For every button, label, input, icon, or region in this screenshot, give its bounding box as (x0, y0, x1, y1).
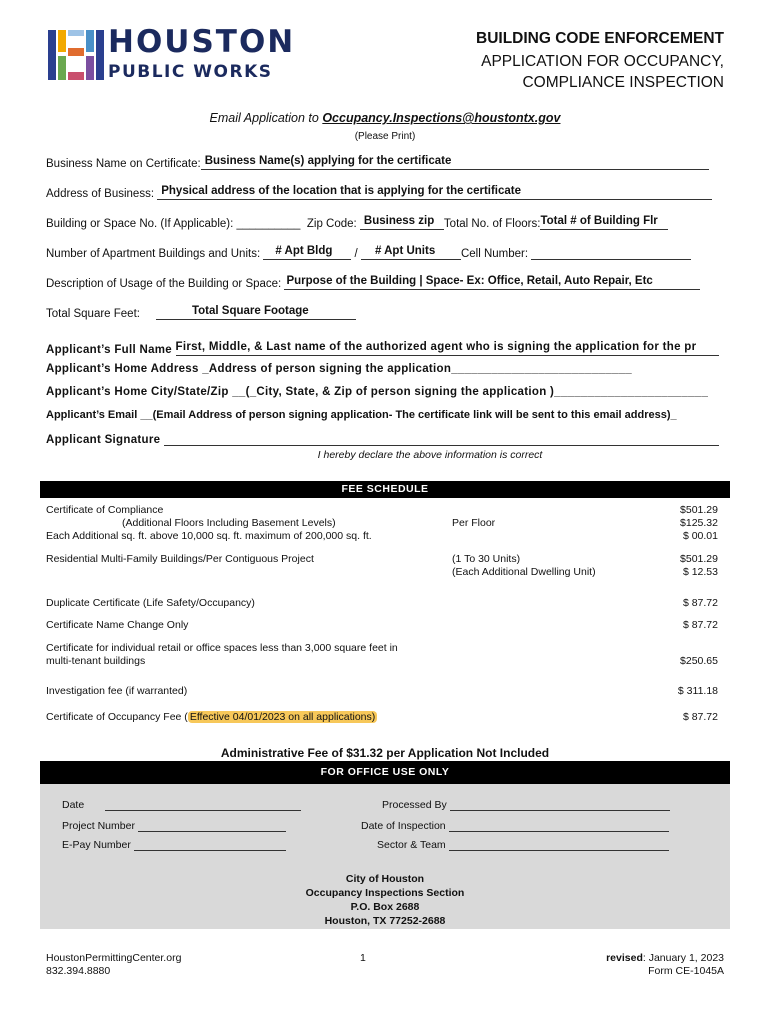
floors-field[interactable] (540, 215, 668, 230)
fee-desc-floors: (Additional Floors Including Basement Levels) (122, 517, 336, 529)
office-project-label: Project Number (62, 820, 135, 832)
fee-amt-multifamily: $501.29 (680, 553, 718, 565)
space-label: Building or Space No. (If Applicable): (46, 218, 234, 230)
logo-word-houston: HOUSTON (108, 24, 296, 60)
business-name-label: Business Name on Certificate: (46, 158, 201, 170)
declaration-text: I hereby declare the above information is correct (317, 449, 543, 461)
row-full-name (46, 341, 719, 356)
fee-occupancy-highlight: Effective 04/01/2023 on all applications) (189, 711, 376, 723)
fee-desc-duplicate: Duplicate Certificate (Life Safety/Occupancy) (46, 597, 255, 609)
sqft-value: Total Square Footage (191, 305, 309, 317)
row-email (46, 409, 677, 421)
fee-amt-dwelling: $ 12.53 (682, 566, 718, 578)
cell-field[interactable] (531, 245, 691, 260)
business-name-value: Business Name(s) applying for the certificate (204, 155, 452, 167)
subtitle-line-2: COMPLIANCE INSPECTION (522, 74, 724, 91)
space-field[interactable]: __________ (236, 218, 301, 230)
row-square-feet (46, 305, 356, 320)
office-processed-label: Processed By (382, 799, 447, 811)
office-epay-row (62, 839, 286, 851)
city-label: Applicant’s Home City/State/Zip (46, 386, 229, 398)
fee-amt-sqft: $ 00.01 (682, 530, 718, 542)
office-date-label: Date (62, 799, 85, 811)
address-field[interactable] (157, 185, 712, 200)
sqft-field[interactable] (156, 305, 356, 320)
document-subtitle (384, 51, 724, 93)
office-sector-field[interactable] (449, 840, 669, 851)
office-date-field[interactable] (105, 800, 301, 811)
home-label: Applicant’s Home Address (46, 363, 199, 375)
fee-desc-retail-1: Certificate for individual retail or office spaces less than 3,000 square feet in (46, 642, 398, 654)
fee-amt-floors: $125.32 (680, 517, 718, 529)
fee-desc-occupancy (46, 711, 377, 723)
fee-desc-multifamily: Residential Multi-Family Buildings/Per Contiguous Project (46, 553, 314, 565)
address-value: Physical address of the location that is applying for the certificate (161, 185, 522, 197)
office-project-row (62, 820, 286, 832)
footer-phone: 832.394.8880 (46, 965, 111, 977)
zip-field[interactable] (360, 215, 444, 230)
email-prefix: Email Application to (209, 111, 323, 125)
fee-desc-investigation: Investigation fee (if warranted) (46, 685, 188, 697)
usage-field[interactable] (284, 275, 700, 290)
floors-label: Total No. of Floors: (443, 218, 541, 230)
usage-label: Description of Usage of the Building or Space: (46, 278, 282, 290)
revised-label: revised (606, 952, 643, 964)
footer-website[interactable]: HoustonPermittingCenter.org (46, 952, 182, 964)
zip-value: Business zip (363, 215, 435, 227)
office-processed-row (382, 799, 670, 811)
office-sector-label: Sector & Team (377, 839, 446, 851)
home-value[interactable]: _Address of person signing the application___________________________ (202, 363, 632, 375)
row-space-zip-floors (46, 215, 668, 230)
fee-desc-name-change: Certificate Name Change Only (46, 619, 189, 631)
fee-amt-investigation: $ 311.18 (677, 685, 718, 697)
fee-amt-duplicate: $ 87.72 (682, 597, 718, 609)
apt-slash: / (354, 248, 358, 260)
office-inspection-field[interactable] (449, 821, 669, 832)
fee-desc-retail-2: multi-tenant buildings (46, 655, 146, 667)
signature-label: Applicant Signature (46, 434, 161, 446)
sqft-label: Total Square Feet: (46, 308, 140, 320)
address-label: Address of Business: (46, 188, 155, 200)
page-number: 1 (360, 952, 366, 964)
footer-left (46, 952, 181, 978)
fee-desc-sqft: Each Additional sq. ft. above 10,000 sq. ft. maximum of 200,000 sq. ft. (46, 530, 372, 542)
address-line-1: City of Houston (345, 873, 425, 885)
mailing-address (0, 872, 770, 928)
business-name-field[interactable] (201, 155, 709, 170)
cell-label: Cell Number: (460, 248, 529, 260)
row-city-state-zip (46, 386, 708, 398)
fee-amt-occupancy: $ 87.72 (682, 711, 718, 723)
footer-revised (606, 952, 724, 965)
zip-label: Zip Code: (306, 218, 357, 230)
fee-schedule-header: FEE SCHEDULE (40, 481, 730, 498)
email-link[interactable]: Occupancy.Inspections@houstontx.gov (322, 111, 561, 125)
office-inspection-label: Date of Inspection (361, 820, 446, 832)
revised-date: : January 1, 2023 (642, 952, 724, 964)
document-title: BUILDING CODE ENFORCEMENT (476, 30, 724, 47)
signature-field[interactable] (164, 433, 719, 446)
fee-mid-floors: Per Floor (452, 517, 496, 529)
administrative-fee-note: Administrative Fee of $31.32 per Application Not Included (220, 746, 550, 760)
fee-amt-name-change: $ 87.72 (682, 619, 718, 631)
email-instruction (0, 111, 770, 125)
office-use-header: FOR OFFICE USE ONLY (40, 761, 730, 784)
fullname-field[interactable] (176, 341, 719, 356)
address-line-4: Houston, TX 77252-2688 (324, 915, 446, 927)
footer-form-number: Form CE-1045A (648, 965, 724, 977)
fee-amt-retail: $250.65 (680, 655, 718, 667)
footer-right (606, 952, 724, 978)
row-address (46, 185, 712, 200)
row-business-name (46, 155, 709, 170)
office-date-row (62, 799, 301, 811)
email-value[interactable]: __(Email Address of person signing application- The certificate link will be sent to this email address)_ (140, 409, 677, 421)
apt-label: Number of Apartment Buildings and Units: (46, 248, 261, 260)
fullname-value: First, Middle, & Last name of the authorized agent who is signing the application for the pr (175, 341, 697, 353)
fee-mid-dwelling: (Each Additional Dwelling Unit) (452, 566, 596, 578)
office-sector-row (377, 839, 669, 851)
city-value[interactable]: __(_City, State, & Zip of person signing the application )_______________________ (232, 386, 709, 398)
apt-units-value: # Apt Units (374, 245, 436, 257)
fee-desc-compliance: Certificate of Compliance (46, 504, 164, 516)
row-usage (46, 275, 700, 290)
fullname-label: Applicant’s Full Name (46, 344, 173, 356)
row-apartments-cell (46, 245, 691, 260)
address-line-3: P.O. Box 2688 (350, 901, 420, 913)
office-inspection-row (361, 820, 669, 832)
floors-value: Total # of Building Flr (540, 215, 658, 227)
usage-value: Purpose of the Building | Space- Ex: Office, Retail, Auto Repair, Etc (286, 275, 653, 287)
address-line-2: Occupancy Inspections Section (305, 887, 465, 899)
fee-amt-compliance: $501.29 (680, 504, 718, 516)
apt-units-field[interactable] (361, 245, 461, 260)
logo-mark-icon (48, 26, 104, 84)
row-signature (46, 433, 719, 446)
fee-occupancy-label: Certificate of Occupancy Fee ( (46, 711, 188, 723)
office-epay-field[interactable] (134, 840, 286, 851)
logo-word-public-works: PUBLIC WORKS (108, 62, 273, 82)
office-processed-field[interactable] (450, 800, 670, 811)
subtitle-line-1: APPLICATION FOR OCCUPANCY, (481, 53, 724, 70)
please-print: (Please Print) (354, 131, 416, 142)
office-project-field[interactable] (138, 821, 286, 832)
office-epay-label: E-Pay Number (62, 839, 131, 851)
row-home-address (46, 363, 632, 375)
fee-mid-units: (1 To 30 Units) (452, 553, 521, 565)
apt-bldg-field[interactable] (263, 245, 351, 260)
apt-bldg-value: # Apt Bldg (275, 245, 333, 257)
email-label: Applicant’s Email (46, 409, 138, 421)
